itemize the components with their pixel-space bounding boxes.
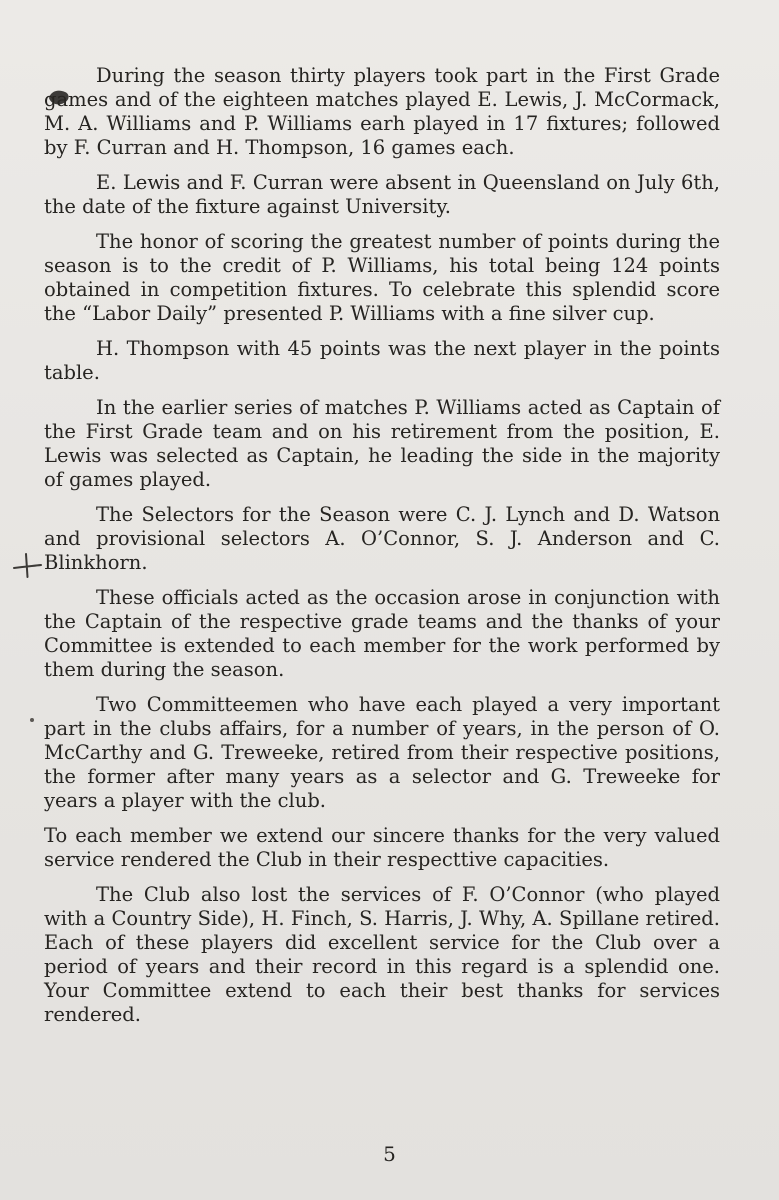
paragraph-member-thanks: To each member we extend our sincere thanks for the very valued service rendered the Club in their respecttive capacities. bbox=[44, 824, 720, 871]
paragraph-officials-thanks: These officials acted as the occasion arose in conjunction with the Captain of the respective grade teams and the thanks of your Committee is extended to each member for the work performed by them during the season. bbox=[44, 586, 720, 681]
paragraph-queensland-absence: E. Lewis and F. Curran were absent in Queensland on July 6th, the date of the fixture against University. bbox=[44, 171, 720, 218]
paragraph-points-honor: The honor of scoring the greatest number of points during the season is to the credit of P. Williams, his total being 124 points obtained in competition fixtures. To celebrate this splendid score the “Labor Daily” presented P. Williams with a fine silver cup. bbox=[44, 230, 720, 325]
page-number: 5 bbox=[383, 1142, 396, 1166]
pencil-cross-mark-icon bbox=[12, 552, 42, 588]
pencil-dot-mark bbox=[30, 718, 34, 722]
paragraph-players-lost: The Club also lost the services of F. O’Connor (who played with a Country Side), H. Finch, S. Harris, J. Why, A. Spillane retired. Each of these players did excellent service for the Club over a period of years and their record in this regard is a splendid one. Your Committee extend to each their best thanks for services rendered. bbox=[44, 883, 720, 1026]
paragraph-selectors: The Selectors for the Season were C. J. Lynch and D. Watson and provisional selectors A. O’Connor, S. J. Anderson and C. Blinkhorn. bbox=[44, 503, 720, 574]
paragraph-committeemen-retired: Two Committeemen who have each played a very important part in the clubs affairs, for a number of years, in the person of O. McCarthy and G. Treweeke, retired from their respective positions, the former after many years as a selector and G. Treweeke for years a player with the club. bbox=[44, 693, 720, 812]
body-text bbox=[44, 64, 720, 1038]
paragraph-first-grade-players: During the season thirty players took part in the First Grade games and of the eighteen matches played E. Lewis, J. McCormack, M. A. Williams and P. Williams earh played in 17 fixtures; followed by F. Curran and H. Thompson, 16 games each. bbox=[44, 64, 720, 159]
paragraph-thompson-points: H. Thompson with 45 points was the next player in the points table. bbox=[44, 337, 720, 384]
paragraph-captaincy: In the earlier series of matches P. Williams acted as Captain of the First Grade team and on his retirement from the position, E. Lewis was selected as Captain, he leading the side in the majority of games played. bbox=[44, 396, 720, 491]
